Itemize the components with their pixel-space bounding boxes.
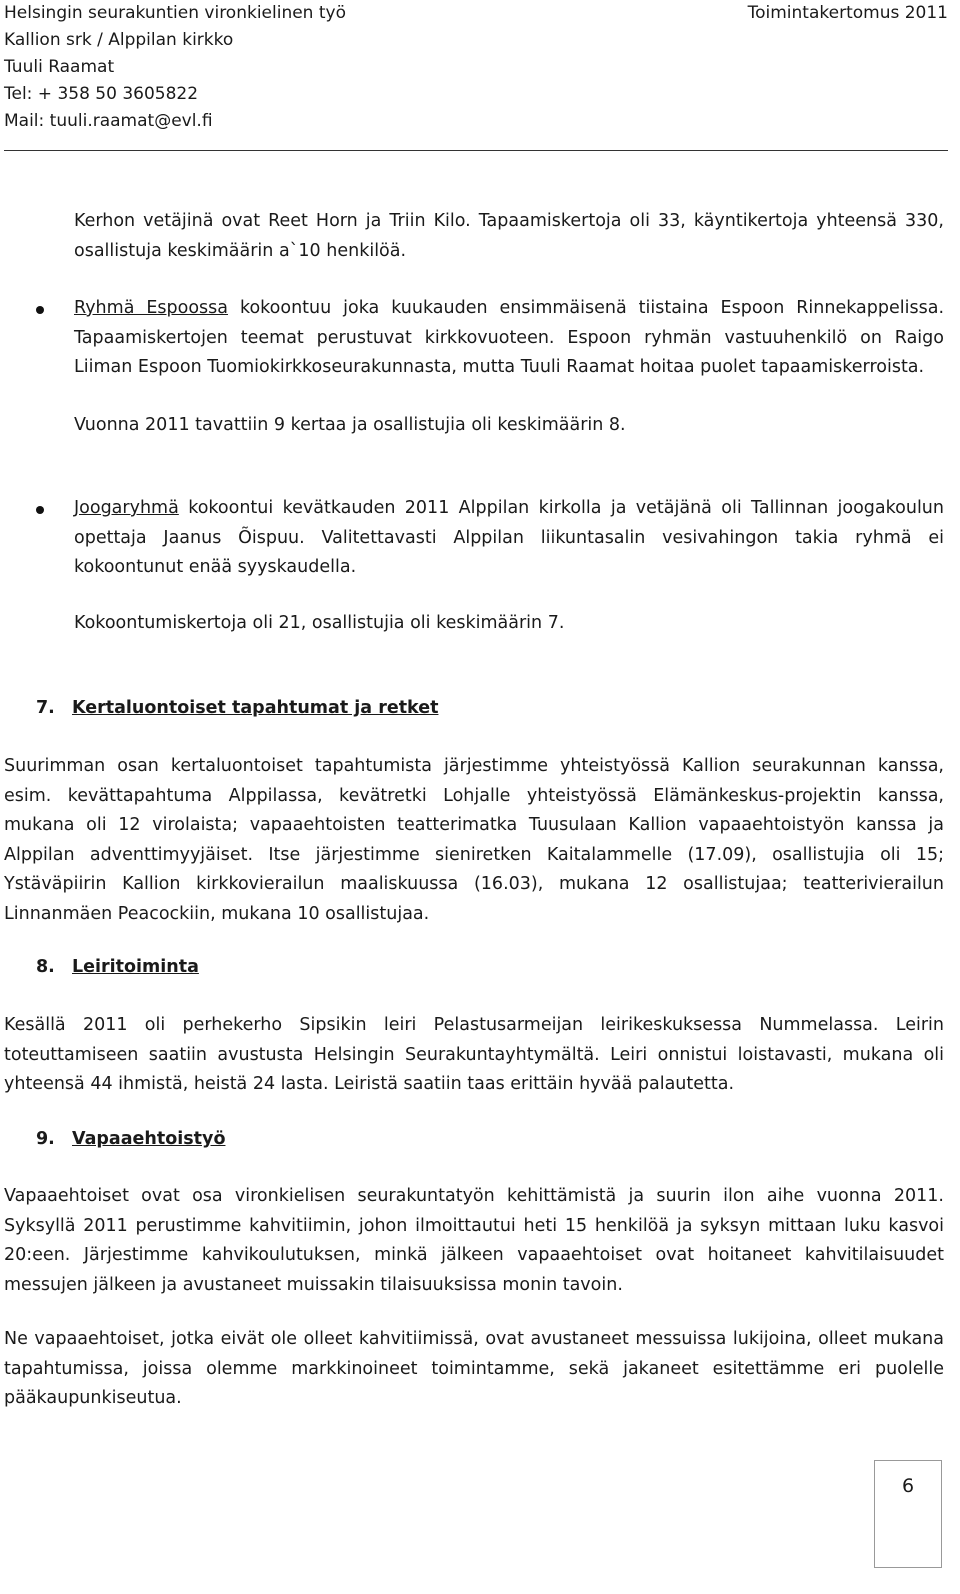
section-number: 8. [36,957,55,977]
espoo-group-label: Ryhmä Espoossa [74,298,229,318]
section-title: Leiritoiminta [72,957,199,977]
bullet-dot [36,506,44,514]
section-heading-7 [36,694,438,724]
paragraph-club-leaders: Kerhon vetäjinä ovat Reet Horn ja Triin Kilo. Tapaamiskertoja oli 33, käyntikertoja yhteensä 330, osallistuja keskimäärin a`10 henkilöä. [74,211,944,261]
paragraph-events: Suurimman osan kertaluontoiset tapahtumista järjestimme yhteistyössä Kallion seurakunnan kanssa, esim. kevättapahtuma Alppilassa, kevätretki Lohjalle yhteistyössä Elämänkeskus-projektin kanssa, mukana oli 12 virolaista; vapaaehtoisten teatterimatka Tuusulaan Kallion vapaaehtoistyön kanssa ja Alppilan adventtimyyjäiset. Itse järjestimme sieniretken Kaitalammelle (17.09), osallistujia oli 15; Ystäväpiirin Kallion kirkkovierailun maaliskuussa (16.03), mukana 12 osallistujaa; teatterivierailun Linnanmäen Peacockiin, mukana 10 osallistujaa. [4,756,944,924]
section-number: 9. [36,1129,55,1149]
paragraph-espoo-stats: Vuonna 2011 tavattiin 9 kertaa ja osallistujia oli keskimäärin 8. [74,415,626,435]
page-number: 6 [901,1475,915,1497]
paragraph-espoo-group [74,294,944,383]
header-place: Kallion srk / Alppilan kirkko [4,30,234,50]
header-report-title: Toimintakertomus 2011 [747,3,948,23]
section-heading-8 [36,953,199,983]
yoga-group-label: Joogaryhmä [74,498,179,518]
header-mail: Mail: tuuli.raamat@evl.fi [4,111,213,131]
page-header [4,0,948,135]
section-title: Vapaaehtoistyö [72,1129,226,1149]
header-divider [4,150,948,151]
header-phone: Tel: + 358 50 3605822 [4,84,199,104]
paragraph-volunteers: Vapaaehtoiset ovat osa vironkielisen seurakuntatyön kehittämistä ja suurin ilon aihe vuonna 2011. Syksyllä 2011 perustimme kahvitiimin, johon ilmoittautui heti 15 henkilöä ja syksyn mittaan luku kasvoi 20:een. Järjestimme kahvikoulutuksen, minkä jälkeen vapaaehtoiset ovat hoitaneet kahvitilaisuudet messujen jälkeen ja avustaneet muissakin tilaisuuksissa monin tavoin. [4,1186,944,1295]
paragraph-volunteers-2: Ne vapaaehtoiset, jotka eivät ole olleet kahvitiimissä, ovat avustaneet messuissa lukijoina, olleet mukana tapahtumissa, joissa olemme markkinoineet toimintamme, sekä jakaneet esitettämme eri puolelle pääkaupunkiseutua. [4,1329,944,1408]
section-number: 7. [36,698,55,718]
paragraph-camps: Kesällä 2011 oli perhekerho Sipsikin leiri Pelastusarmeijan leirikeskuksessa Nummelassa. Leirin toteuttamiseen saatiin avustusta Helsingin Seurakuntayhtymältä. Leiri onnistui loistavasti, mukana oli yhteensä 44 ihmistä, heistä 24 lasta. Leiristä saatiin taas erittäin hyvää palautetta. [4,1015,944,1094]
header-org: Helsingin seurakuntien vironkielinen työ [4,3,346,23]
paragraph-yoga-stats: Kokoontumiskertoja oli 21, osallistujia oli keskimäärin 7. [74,613,565,633]
yoga-group-text: kokoontui kevätkauden 2011 Alppilan kirkolla ja vetäjänä oli Tallinnan joogakoulun opettaja Jaanus Õispuu. Valitettavasti Alppilan liikuntasalin vesivahingon takia ryhmä ei kokoontunut enää syyskaudella. [74,498,944,577]
espoo-group-text: kokoontuu joka kuukauden ensimmäisenä tiistaina Espoon Rinnekappelissa. Tapaamiskertojen teemat perustuvat kirkkovuoteen. Espoon ryhmän vastuuhenkilö on Raigo Liiman Espoon Tuomiokirkkoseurakunnasta, mutta Tuuli Raamat hoitaa puolet tapaamiskerroista. [74,298,945,377]
section-title: Kertaluontoiset tapahtumat ja retket [72,698,439,718]
page-number-box [874,1460,942,1568]
bullet-dot [36,306,44,314]
paragraph-yoga-group [74,494,944,583]
header-person: Tuuli Raamat [4,57,115,77]
section-heading-9 [36,1125,225,1155]
